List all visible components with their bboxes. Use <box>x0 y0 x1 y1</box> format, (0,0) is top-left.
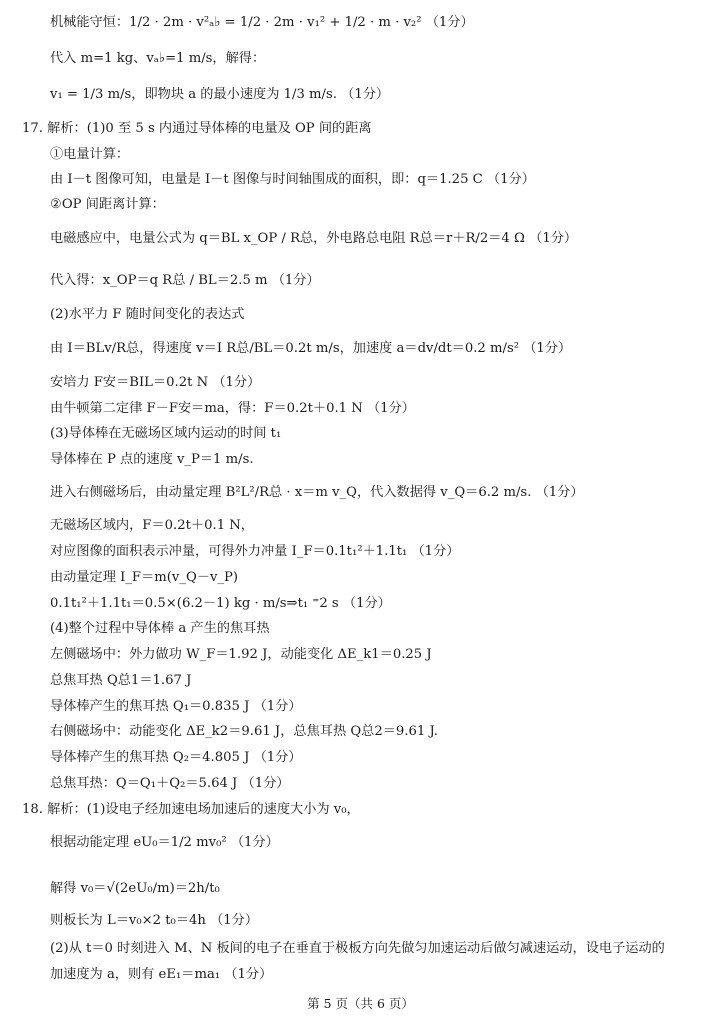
text-line: 由 I－t 图像可知，电量是 I－t 图像与时间轴围成的面积，即：q＝1.25 C （1分） <box>50 172 535 187</box>
text-line: 根据动能定理 eU₀＝1/2 mv₀² （1分） <box>50 835 279 850</box>
text-line: 总焦耳热 Q总1＝1.67 J <box>50 673 192 688</box>
text-line: v₁ = 1/3 m/s，即物块 a 的最小速度为 1/3 m/s. （1分） <box>50 87 390 102</box>
text-line: ①电量计算： <box>50 147 130 162</box>
text-line: 导体棒产生的焦耳热 Q₁＝0.835 J （1分） <box>50 699 302 714</box>
text-line: 总焦耳热：Q＝Q₁＋Q₂＝5.64 J （1分） <box>50 776 290 791</box>
text-line: 由动量定理 I_F＝m(v_Q－v_P) <box>50 570 239 585</box>
text-line: 代入 m=1 kg、vₐ♭=1 m/s，解得： <box>50 51 266 66</box>
text-line: (3)导体棒在无磁场区域内运动的时间 t₁ <box>50 426 282 441</box>
page-footer: 第 5 页（共 6 页） <box>307 996 414 1011</box>
text-line: 安培力 F安＝BIL＝0.2t N （1分） <box>50 375 261 390</box>
text-line: (2)水平力 F 随时间变化的表达式 <box>50 307 245 322</box>
text-line: 0.1t₁²＋1.1t₁＝0.5×(6.2－1) kg · m/s⇒t₁ ⁼2 s （1分） <box>50 596 391 611</box>
text-line: 由牛顿第二定律 F－F安＝ma，得：F＝0.2t＋0.1 N （1分） <box>50 401 415 416</box>
text-line: 电磁感应中，电量公式为 q＝BL x_OP / R总，外电路总电阻 R总＝r＋R/2＝4 Ω （1分） <box>50 231 578 246</box>
text-line: 无磁场区域内，F＝0.2t＋0.1 N， <box>50 518 254 533</box>
text-line: 右侧磁场中：动能变化 ΔE_k2＝9.61 J，总焦耳热 Q总2＝9.61 J. <box>50 724 438 739</box>
text-line: 导体棒产生的焦耳热 Q₂＝4.805 J （1分） <box>50 750 302 765</box>
text-line: 左侧磁场中：外力做功 W_F＝1.92 J，动能变化 ΔE_k1＝0.25 J <box>50 647 432 662</box>
question-heading: 17. 解析：(1)0 至 5 s 内通过导体棒的电量及 OP 间的距离 <box>22 121 372 136</box>
text-line: 则板长为 L＝v₀×2 t₀＝4h （1分） <box>50 913 259 928</box>
text-line: 代入得：x_OP＝q R总 / BL＝2.5 m （1分） <box>50 273 320 288</box>
text-line: 由 I＝BLv/R总，得速度 v＝I R总/BL＝0.2t m/s，加速度 a＝dv/dt＝0.2 m/s² （1分） <box>50 341 572 356</box>
text-line: 解得 v₀＝√(2eU₀/m)＝2h/t₀ <box>50 881 220 896</box>
text-line: 机械能守恒：1/2 · 2m · v²ₐ♭ = 1/2 · 2m · v₁² + 1/2 · m · v₂² （1分） <box>50 15 474 30</box>
text-line: 对应图像的面积表示冲量，可得外力冲量 I_F＝0.1t₁²＋1.1t₁ （1分） <box>50 544 460 559</box>
text-line: 加速度为 a，则有 eE₁＝ma₁ （1分） <box>50 967 273 982</box>
question-heading: 18. 解析：(1)设电子经加速电场加速后的速度大小为 v₀， <box>22 802 360 817</box>
text-line: 导体棒在 P 点的速度 v_P＝1 m/s. <box>50 452 254 467</box>
text-line: ②OP 间距离计算： <box>50 197 165 212</box>
text-line: 进入右侧磁场后，由动量定理 B²L²/R总 · x＝m v_Q，代入数据得 v_Q＝6.2 m/s. （1分） <box>50 485 584 500</box>
text-line: (4)整个过程中导体棒 a 产生的焦耳热 <box>50 621 270 636</box>
text-line: (2)从 t＝0 时刻进入 M、N 板间的电子在垂直于极板方向先做匀加速运动后做匀减速运动，设电子运动的 <box>50 941 665 956</box>
